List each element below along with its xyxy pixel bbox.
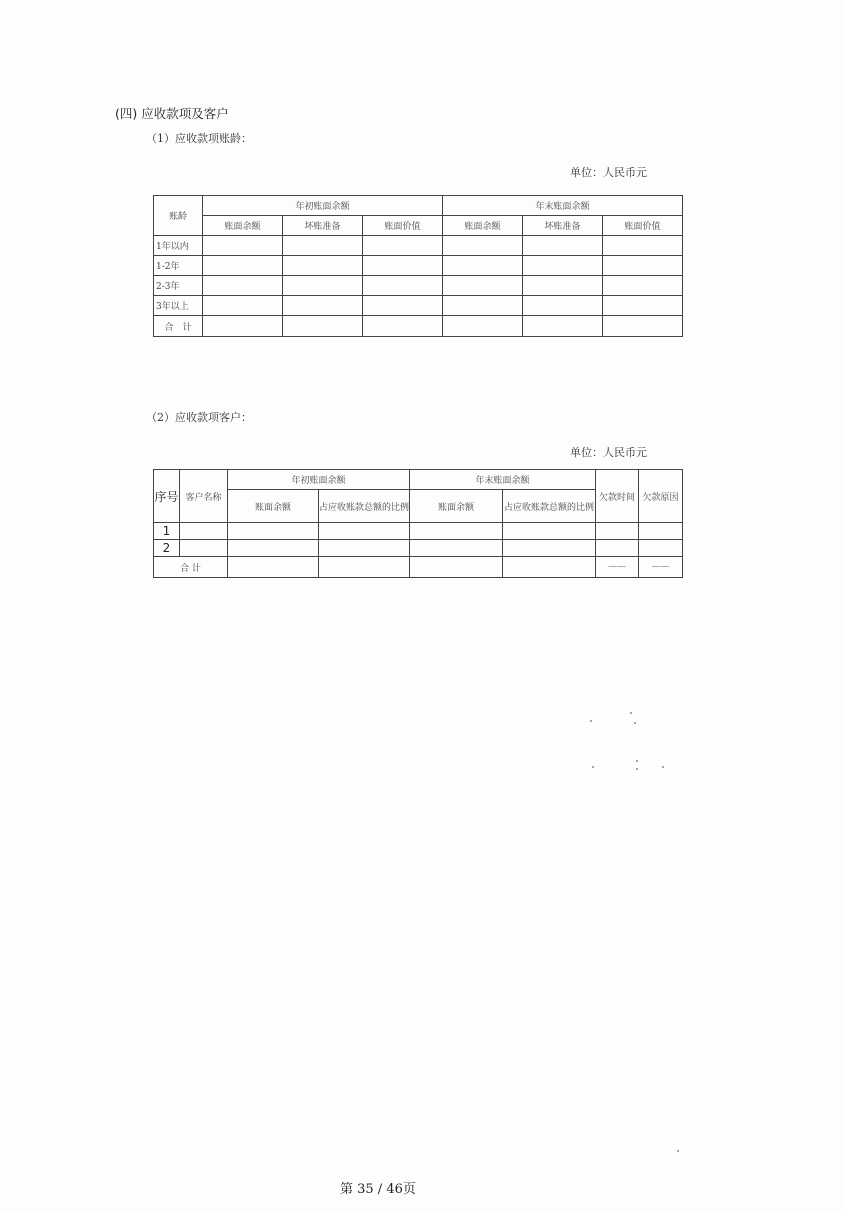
seq-cell: 1 [154,523,180,540]
scan-speck [636,760,638,762]
sub-header: 账面余额 [443,216,523,236]
scan-speck [636,768,638,770]
scan-speck [590,720,592,722]
customer-header: 客户名称 [180,470,228,523]
subsection-customer-title: （2）应收款项客户： [146,411,252,424]
sub-header: 坏账准备 [523,216,603,236]
ratio-header: 占应收账款总额的比例 [503,490,596,523]
sub-header: 账面价值 [363,216,443,236]
seq-header: 序号 [154,470,180,523]
row-label: 1年以内 [154,236,203,256]
sub-header: 坏账准备 [283,216,363,236]
balance-header: 账面余额 [228,490,319,523]
row-label: 1-2年 [154,256,203,276]
aging-table [153,195,683,337]
page-number: 第 35 / 46页 [340,1182,416,1197]
dash-cell: —— [596,557,639,578]
scan-speck [630,712,632,714]
scan-speck [634,722,636,724]
age-header: 账龄 [154,196,203,236]
seq-cell: 2 [154,540,180,557]
scan-speck [677,1150,679,1152]
table-row [154,276,683,296]
table-row [154,236,683,256]
table-row [154,540,683,557]
time-header: 欠款时间 [596,470,639,523]
group-begin-header: 年初账面余额 [228,470,410,490]
group-end-header: 年末账面余额 [410,470,596,490]
scan-speck [592,766,594,768]
row-label: 3年以上 [154,296,203,316]
table-row [154,523,683,540]
customer-table [153,469,683,578]
subsection-aging-title: （1）应收款项账龄： [146,132,252,145]
balance-header: 账面余额 [410,490,503,523]
total-label: 合 计 [154,557,228,578]
sub-header: 账面余额 [203,216,283,236]
table-row [154,256,683,276]
group-begin-header: 年初账面余额 [203,196,443,216]
table-row [154,316,683,337]
total-label: 合 计 [154,316,203,337]
section-heading: (四) 应收款项及客户 [115,106,229,121]
group-end-header: 年末账面余额 [443,196,683,216]
reason-header: 欠款原因 [639,470,683,523]
dash-cell: —— [639,557,683,578]
table-row [154,557,683,578]
ratio-header: 占应收账款总额的比例 [319,490,410,523]
unit-label: 单位：人民币元 [570,166,647,179]
sub-header: 账面价值 [603,216,683,236]
unit-label: 单位：人民币元 [570,446,647,459]
table-row [154,296,683,316]
scan-speck [662,766,664,768]
row-label: 2-3年 [154,276,203,296]
